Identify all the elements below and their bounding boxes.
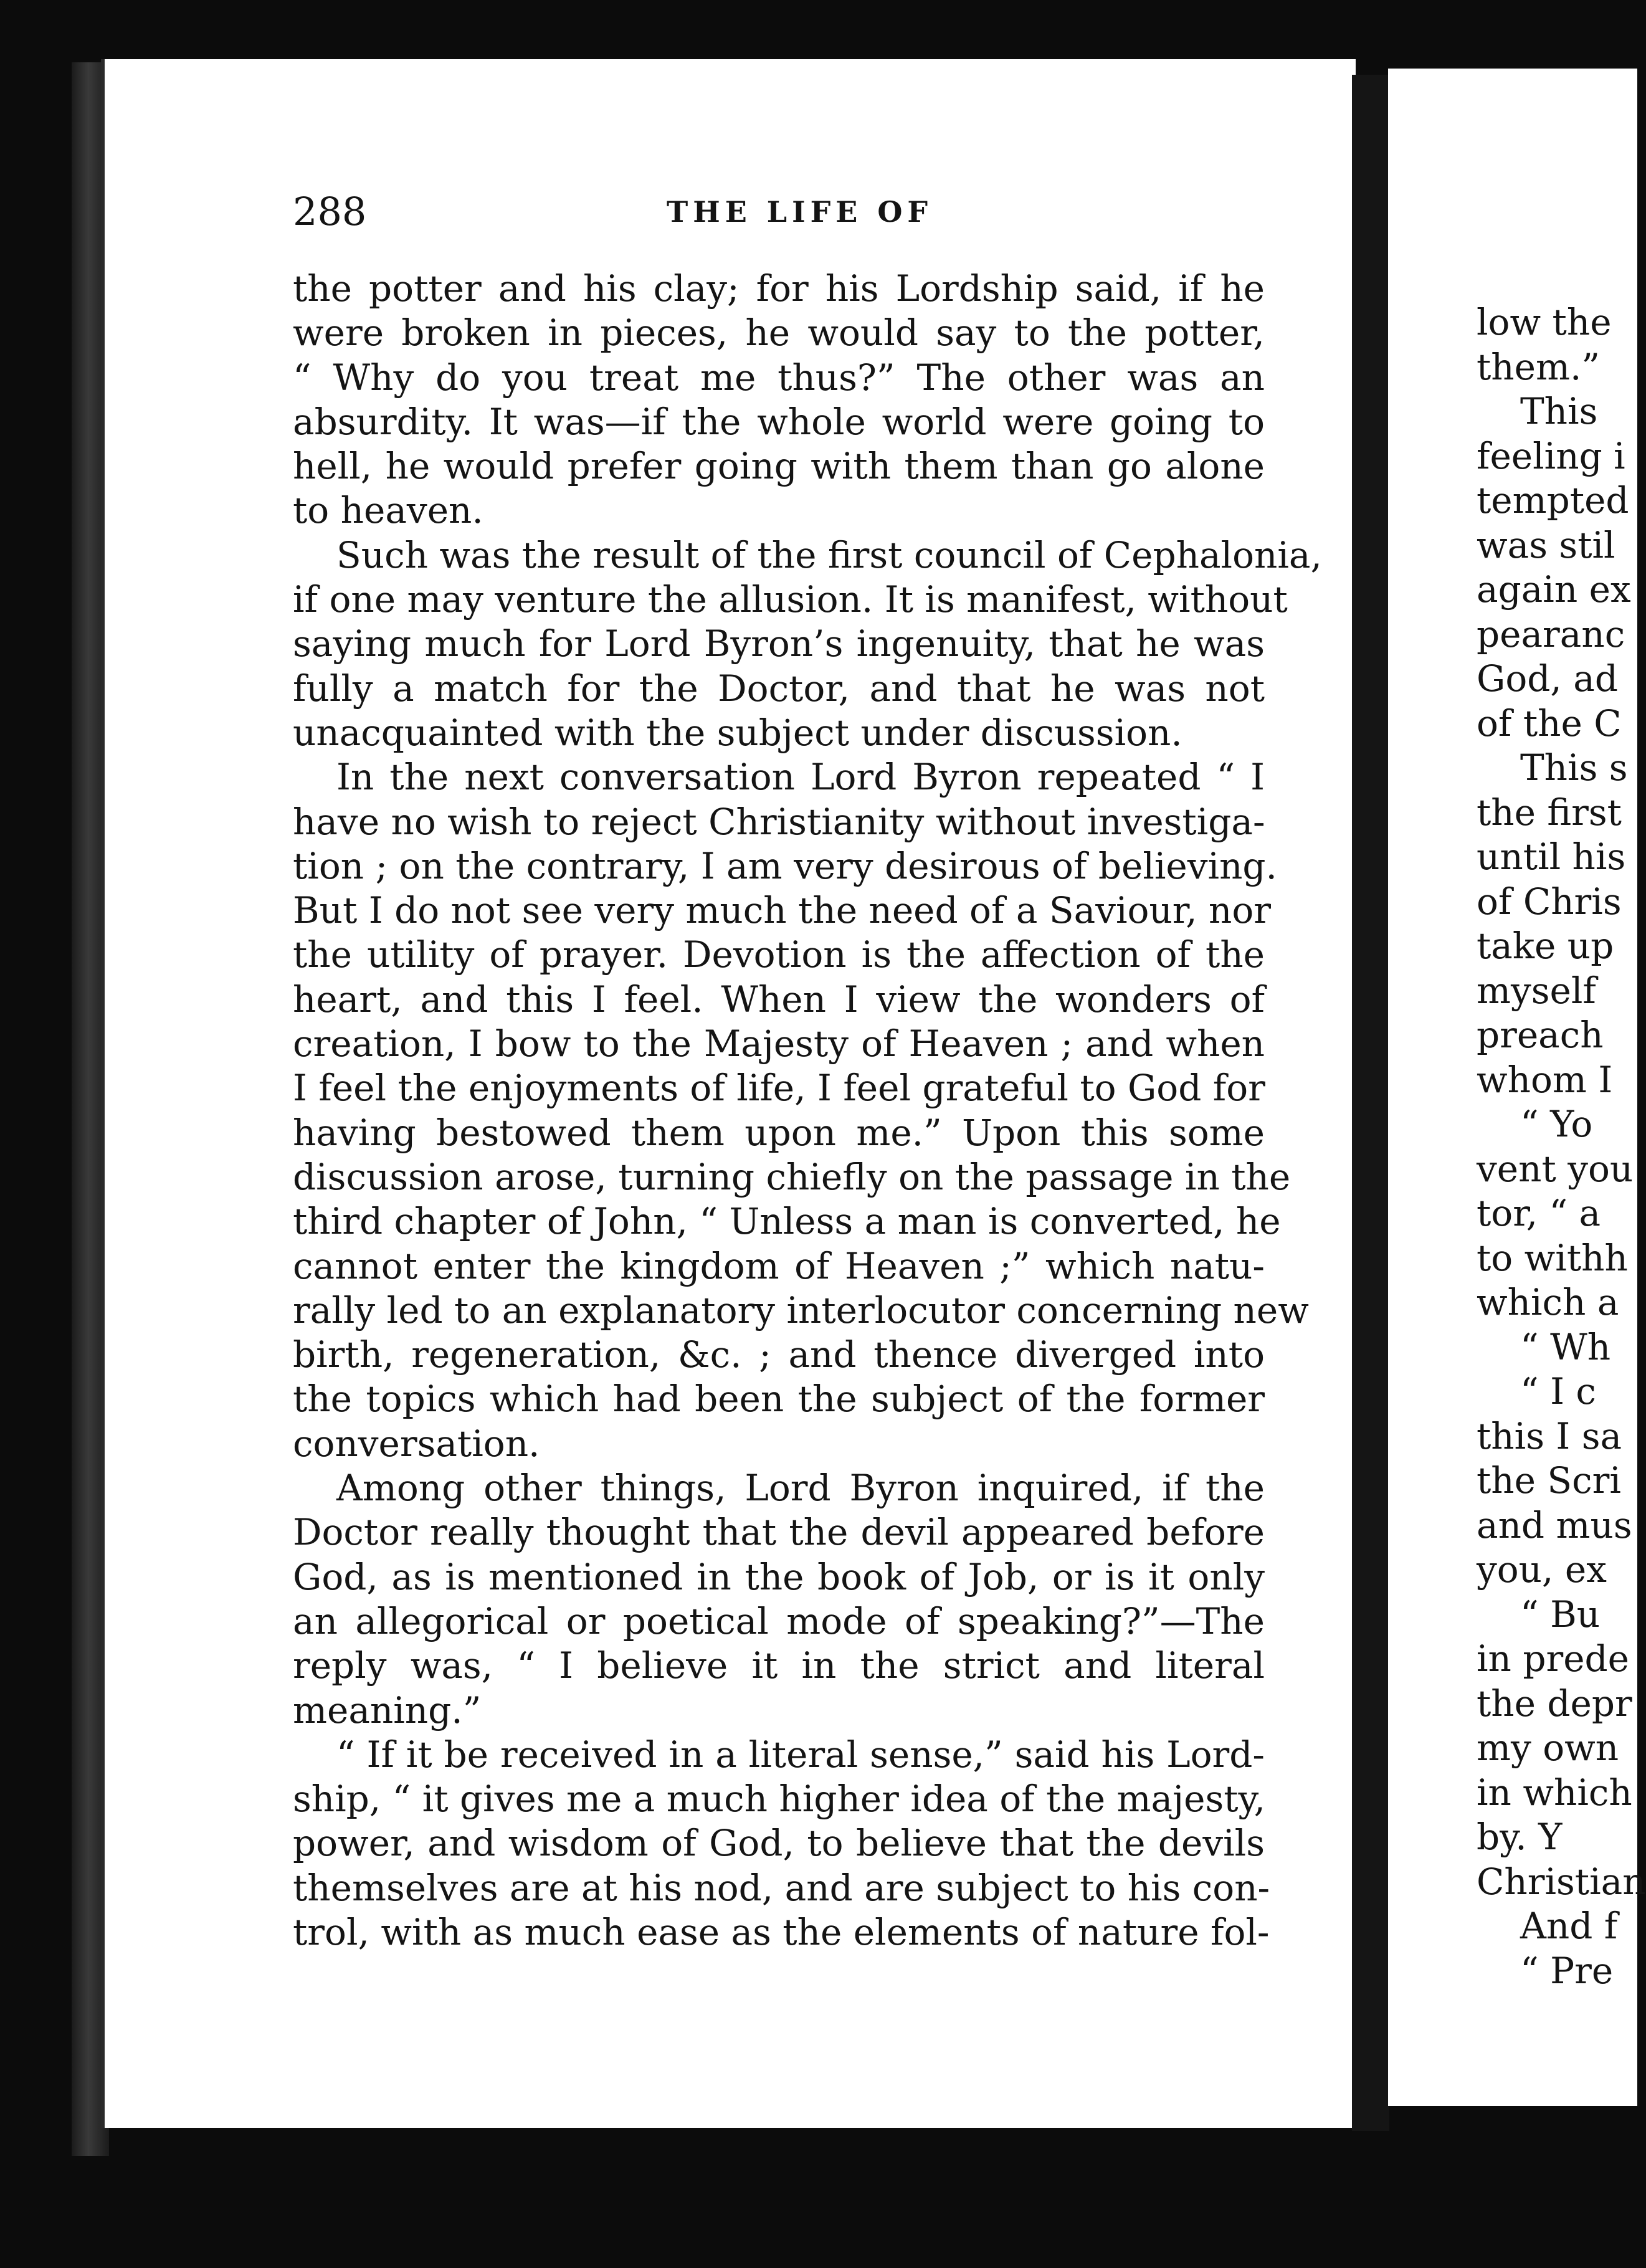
- text-line: the Scri: [1477, 1459, 1621, 1502]
- text-line: the depr: [1477, 1682, 1632, 1725]
- text-line: creation, I bow to the Majesty of Heaven ; and when: [293, 1022, 1265, 1065]
- text-line: saying much for Lord Byron’s ingenuity, that he was: [293, 622, 1265, 665]
- text-line: cannot enter the kingdom of Heaven ;” which natu-: [293, 1244, 1265, 1287]
- text-line: if one may venture the allusion. It is manifest, without: [293, 578, 1288, 621]
- text-line: trol, with as much ease as the elements of nature fol-: [293, 1910, 1270, 1953]
- text-line: this I sa: [1477, 1414, 1622, 1457]
- text-line: to heaven.: [293, 489, 483, 532]
- text-line: third chapter of John, “ Unless a man is converted, he: [293, 1200, 1281, 1243]
- text-line: ship, “ it gives me a much higher idea of the majesty,: [293, 1778, 1266, 1821]
- text-line: an allegorical or poetical mode of speaking?”—The: [293, 1599, 1265, 1642]
- text-line: reply was, “ I believe it in the strict and literal: [293, 1644, 1265, 1687]
- text-line: was stil: [1477, 523, 1615, 566]
- text-line: Christian: [1477, 1860, 1646, 1903]
- text-line: And f: [1520, 1905, 1618, 1947]
- text-line: in prede: [1477, 1637, 1629, 1680]
- text-line: “ Wh: [1520, 1325, 1611, 1368]
- text-line: which a: [1477, 1281, 1619, 1323]
- text-line: hell, he would prefer going with them than go alone: [293, 445, 1265, 488]
- text-line: tor, “ a: [1477, 1192, 1601, 1234]
- text-line: power, and wisdom of God, to believe that the devils: [293, 1822, 1265, 1865]
- text-line: and mus: [1477, 1503, 1632, 1546]
- text-line: vent you: [1477, 1147, 1634, 1190]
- text-line: “ If it be received in a literal sense,” said his Lord-: [336, 1733, 1265, 1776]
- text-line: of the C: [1477, 702, 1622, 745]
- text-line: “ I c: [1520, 1370, 1596, 1413]
- page-gutter: [1352, 75, 1389, 2131]
- text-line: the topics which had been the subject of the former: [293, 1378, 1265, 1421]
- text-line: heart, and this I feel. When I view the wonders of: [293, 978, 1265, 1021]
- page-header: [293, 187, 1265, 237]
- text-line: birth, regeneration, &c. ; and thence diverged into: [293, 1333, 1265, 1376]
- text-line: feeling i: [1477, 434, 1625, 477]
- text-line: God, ad: [1477, 657, 1618, 700]
- text-line: “ Why do you treat me thus?” The other was an: [293, 356, 1265, 399]
- text-line: I feel the enjoyments of life, I feel grateful to God for: [293, 1067, 1265, 1110]
- right-page-body-text: [1477, 300, 1646, 1993]
- text-line: But I do not see very much the need of a Saviour, nor: [293, 889, 1272, 932]
- running-head: THE LIFE OF: [667, 195, 933, 229]
- text-line: “ Pre: [1520, 1949, 1614, 1992]
- text-line: “ Yo: [1520, 1103, 1593, 1145]
- text-line: “ Bu: [1520, 1593, 1601, 1636]
- text-line: meaning.”: [293, 1689, 482, 1732]
- text-line: myself: [1477, 969, 1596, 1012]
- text-line: This s: [1520, 746, 1628, 789]
- text-line: conversation.: [293, 1422, 540, 1465]
- left-page-body-text: [293, 267, 1322, 1955]
- text-line: of Chris: [1477, 880, 1622, 923]
- text-line: were broken in pieces, he would say to the potter,: [293, 312, 1265, 355]
- text-line: in which: [1477, 1771, 1632, 1814]
- text-line: until his: [1477, 836, 1626, 878]
- text-line: absurdity. It was—if the whole world were going to: [293, 400, 1265, 443]
- text-line: In the next conversation Lord Byron repeated “ I: [336, 756, 1265, 799]
- text-line: you, ex: [1477, 1548, 1607, 1591]
- text-line: Such was the result of the first council of Cephalonia,: [336, 533, 1322, 576]
- text-line: unacquainted with the subject under discussion.: [293, 711, 1182, 754]
- text-line: the potter and his clay; for his Lordship said, if he: [293, 267, 1265, 310]
- text-line: the utility of prayer. Devotion is the affection of the: [293, 933, 1265, 976]
- text-line: to withh: [1477, 1236, 1628, 1279]
- text-line: preach: [1477, 1014, 1604, 1056]
- page-number: 288: [293, 189, 367, 234]
- text-line: the first: [1477, 791, 1622, 834]
- text-line: pearanc: [1477, 612, 1625, 655]
- text-line: tion ; on the contrary, I am very desirous of believing.: [293, 844, 1277, 887]
- text-line: This: [1520, 390, 1598, 432]
- text-line: take up: [1477, 925, 1614, 967]
- text-line: discussion arose, turning chiefly on the passage in the: [293, 1155, 1291, 1198]
- text-line: Among other things, Lord Byron inquired, if the: [336, 1467, 1265, 1510]
- text-line: whom I: [1477, 1058, 1613, 1101]
- text-line: again ex: [1477, 568, 1631, 611]
- text-line: God, as is mentioned in the book of Job, or is it only: [293, 1555, 1265, 1598]
- text-line: them.”: [1477, 345, 1601, 388]
- text-line: tempted: [1477, 479, 1629, 522]
- text-line: my own: [1477, 1727, 1619, 1769]
- text-line: have no wish to reject Christianity without investiga-: [293, 800, 1265, 843]
- text-line: fully a match for the Doctor, and that he was not: [293, 667, 1265, 710]
- text-line: rally led to an explanatory interlocutor concerning new: [293, 1289, 1309, 1332]
- text-line: themselves are at his nod, and are subject to his con-: [293, 1866, 1270, 1909]
- text-line: having bestowed them upon me.” Upon this some: [293, 1111, 1265, 1154]
- text-line: low the: [1477, 301, 1612, 343]
- text-line: by. Y: [1477, 1816, 1563, 1858]
- text-line: Doctor really thought that the devil appeared before: [293, 1511, 1265, 1554]
